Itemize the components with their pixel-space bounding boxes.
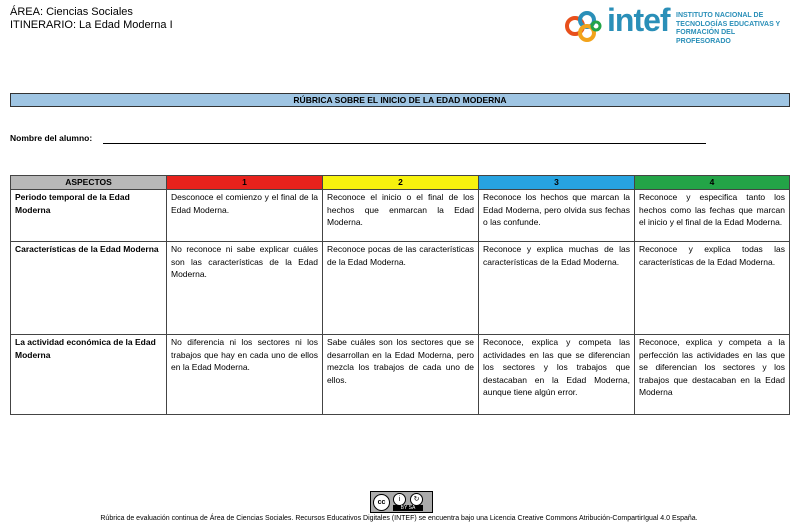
student-name-label: Nombre del alumno: bbox=[10, 133, 93, 143]
aspect-cell: Periodo temporal de la Edad Moderna bbox=[11, 190, 167, 242]
intef-logo-line: FORMACIÓN DEL PROFESORADO bbox=[676, 29, 735, 45]
creative-commons-badge[interactable] bbox=[370, 491, 433, 513]
intef-logo-word: intef bbox=[607, 2, 670, 38]
table-row bbox=[11, 242, 790, 335]
student-name-field[interactable] bbox=[103, 143, 706, 144]
criteria-cell: Reconoce y especifica tanto los hechos como las fechas que marcan el inicio y el final de la Edad Moderna. bbox=[635, 190, 790, 242]
criteria-cell: Reconoce pocas de las características de la Edad Moderna. bbox=[323, 242, 479, 335]
share-alike-icon: ↻ bbox=[410, 493, 423, 506]
criteria-cell: Desconoce el comienzo y el final de la Edad Moderna. bbox=[167, 190, 323, 242]
criteria-cell: No diferencia ni los sectores ni los trabajos que hay en cada uno de ellos en la Edad Moderna. bbox=[167, 335, 323, 415]
rubric-table bbox=[10, 175, 790, 415]
header-aspects: ASPECTOS bbox=[11, 176, 167, 190]
header-level-4: 4 bbox=[635, 176, 790, 190]
license-footer: Rúbrica de evaluación continua de Área de Ciencias Sociales. Recursos Educativos Digitales (INTEF) se encuentra bajo una Licencia Creative Commons Atribución-CompartirIgual 4.0 España. bbox=[100, 515, 698, 522]
criteria-cell: Reconoce el inicio o el final de los hechos que enmarcan la Edad Moderna. bbox=[323, 190, 479, 242]
header-level-2: 2 bbox=[323, 176, 479, 190]
criteria-cell: Reconoce, explica y competa las actividades en las que se diferencian los sectores y los trabajos que destacaban en la Edad Moderna, aunque tiene algún error. bbox=[479, 335, 635, 415]
document-header bbox=[10, 6, 173, 32]
license-badge-label: BY SA bbox=[393, 505, 423, 511]
criteria-cell: Reconoce los hechos que marcan la Edad Moderna, pero olvida sus fechas o las confunde. bbox=[479, 190, 635, 242]
aspect-cell: Características de la Edad Moderna bbox=[11, 242, 167, 335]
criteria-cell: Reconoce y explica todas las características de la Edad Moderna. bbox=[635, 242, 790, 335]
criteria-cell: Reconoce y explica muchas de las características de la Edad Moderna. bbox=[479, 242, 635, 335]
header-level-1: 1 bbox=[167, 176, 323, 190]
intef-logo-line: TECNOLOGÍAS EDUCATIVAS Y bbox=[676, 20, 781, 28]
rubric-title: RÚBRICA SOBRE EL INICIO DE LA EDAD MODERNA bbox=[10, 93, 790, 107]
rubric-header-row bbox=[11, 176, 790, 190]
attribution-icon: i bbox=[393, 493, 406, 506]
intef-logo-line: INSTITUTO NACIONAL DE bbox=[676, 12, 764, 19]
itinerary-label: ITINERARIO: La Edad Moderna I bbox=[10, 19, 173, 31]
criteria-cell: No reconoce ni sabe explicar cuáles son las características de la Edad Moderna. bbox=[167, 242, 323, 335]
intef-logo bbox=[563, 2, 789, 46]
intef-logo-text bbox=[676, 12, 791, 46]
header-level-3: 3 bbox=[479, 176, 635, 190]
aspect-cell: La actividad económica de la Edad Moderna bbox=[11, 335, 167, 415]
criteria-cell: Reconoce, explica y competa a la perfección las actividades en las que se diferencian los sectores y los trabajos que destacaban en la Edad Moderna bbox=[635, 335, 790, 415]
criteria-cell: Sabe cuáles son los sectores que se desarrollan en la Edad Moderna, pero mezcla los trabajos de cada uno de ellos. bbox=[323, 335, 479, 415]
area-label: ÁREA: Ciencias Sociales bbox=[10, 6, 133, 18]
table-row bbox=[11, 190, 790, 242]
table-row bbox=[11, 335, 790, 415]
intef-logo-mark-icon bbox=[563, 8, 603, 44]
cc-icon: cc bbox=[373, 494, 390, 511]
